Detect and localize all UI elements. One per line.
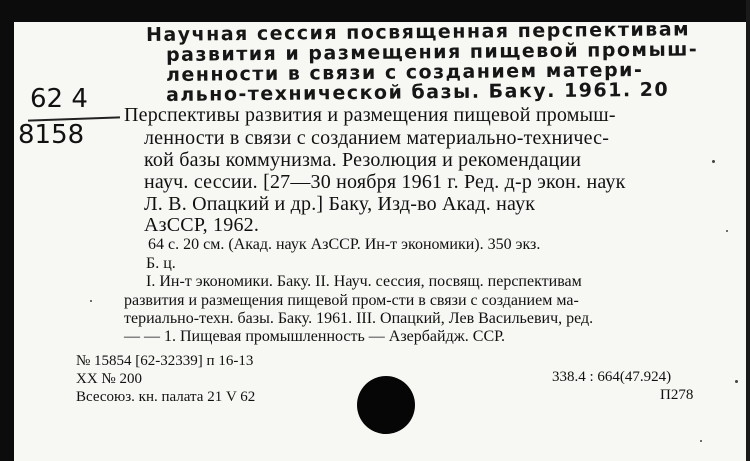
series-number: XX № 200 (76, 371, 142, 387)
title-line-5: Л. В. Опацкий и др.] Баку, Изд-во Акад. наук (144, 193, 536, 215)
scan-speck (735, 380, 738, 383)
catalog-code: П278 (660, 387, 694, 403)
handwritten-line-1: Научная сессия посвященная перспективам (145, 18, 691, 46)
notes-line-3: териально-техн. базы. Баку. 1961. III. Опацкий, Лев Васильевич, ред. (124, 310, 594, 327)
title-line-2: ленности в связи с созданием материально-техничес- (144, 127, 610, 149)
handwritten-line-3: ленности в связи с созданием матери- (165, 59, 644, 86)
title-line-4: науч. сессии. [27—30 ноября 1961 г. Ред. д-р экон. наук (144, 171, 626, 193)
scan-edge-right (746, 0, 750, 461)
call-number-bottom: 8158 (18, 120, 85, 150)
handwritten-line-2: развития и размещения пищевой промыш- (165, 38, 699, 66)
description-line-2: Б. ц. (146, 255, 176, 272)
notes-line-1: I. Ин-т экономики. Баку. II. Науч. сессия, посвящ. перспективам (146, 273, 582, 290)
title-line-3: кой базы коммунизма. Резолюция и рекомендации (144, 149, 582, 171)
scan-speck (700, 440, 702, 442)
record-number: № 15854 [62-32339] п 16-13 (76, 353, 254, 369)
title-line-1: Перспективы развития и размещения пищевой промыш- (124, 104, 616, 126)
scan-edge-left (0, 0, 14, 461)
title-line-6: АзССР, 1962. (144, 214, 260, 236)
call-number-top: 62 4 (30, 84, 88, 114)
classification-code: 338.4 : 664(47.924) (552, 369, 672, 385)
notes-line-2: развития и размещения пищевой пром-сти в связи с созданием ма- (124, 292, 579, 309)
card-punch-hole (357, 376, 415, 434)
handwritten-line-4: ально-технической базы. Баку. 1961. 20 (165, 78, 670, 106)
scan-speck (726, 230, 728, 232)
notes-line-4: — — 1. Пищевая промышленность — Азербайдж. ССР. (124, 328, 506, 345)
description-line-1: 64 с. 20 см. (Акад. наук АзССР. Ин-т экономики). 350 экз. (148, 236, 541, 253)
scan-speck (712, 160, 715, 163)
scan-speck (90, 300, 92, 302)
publisher-stamp: Всесоюз. кн. палата 21 V 62 (76, 389, 256, 405)
